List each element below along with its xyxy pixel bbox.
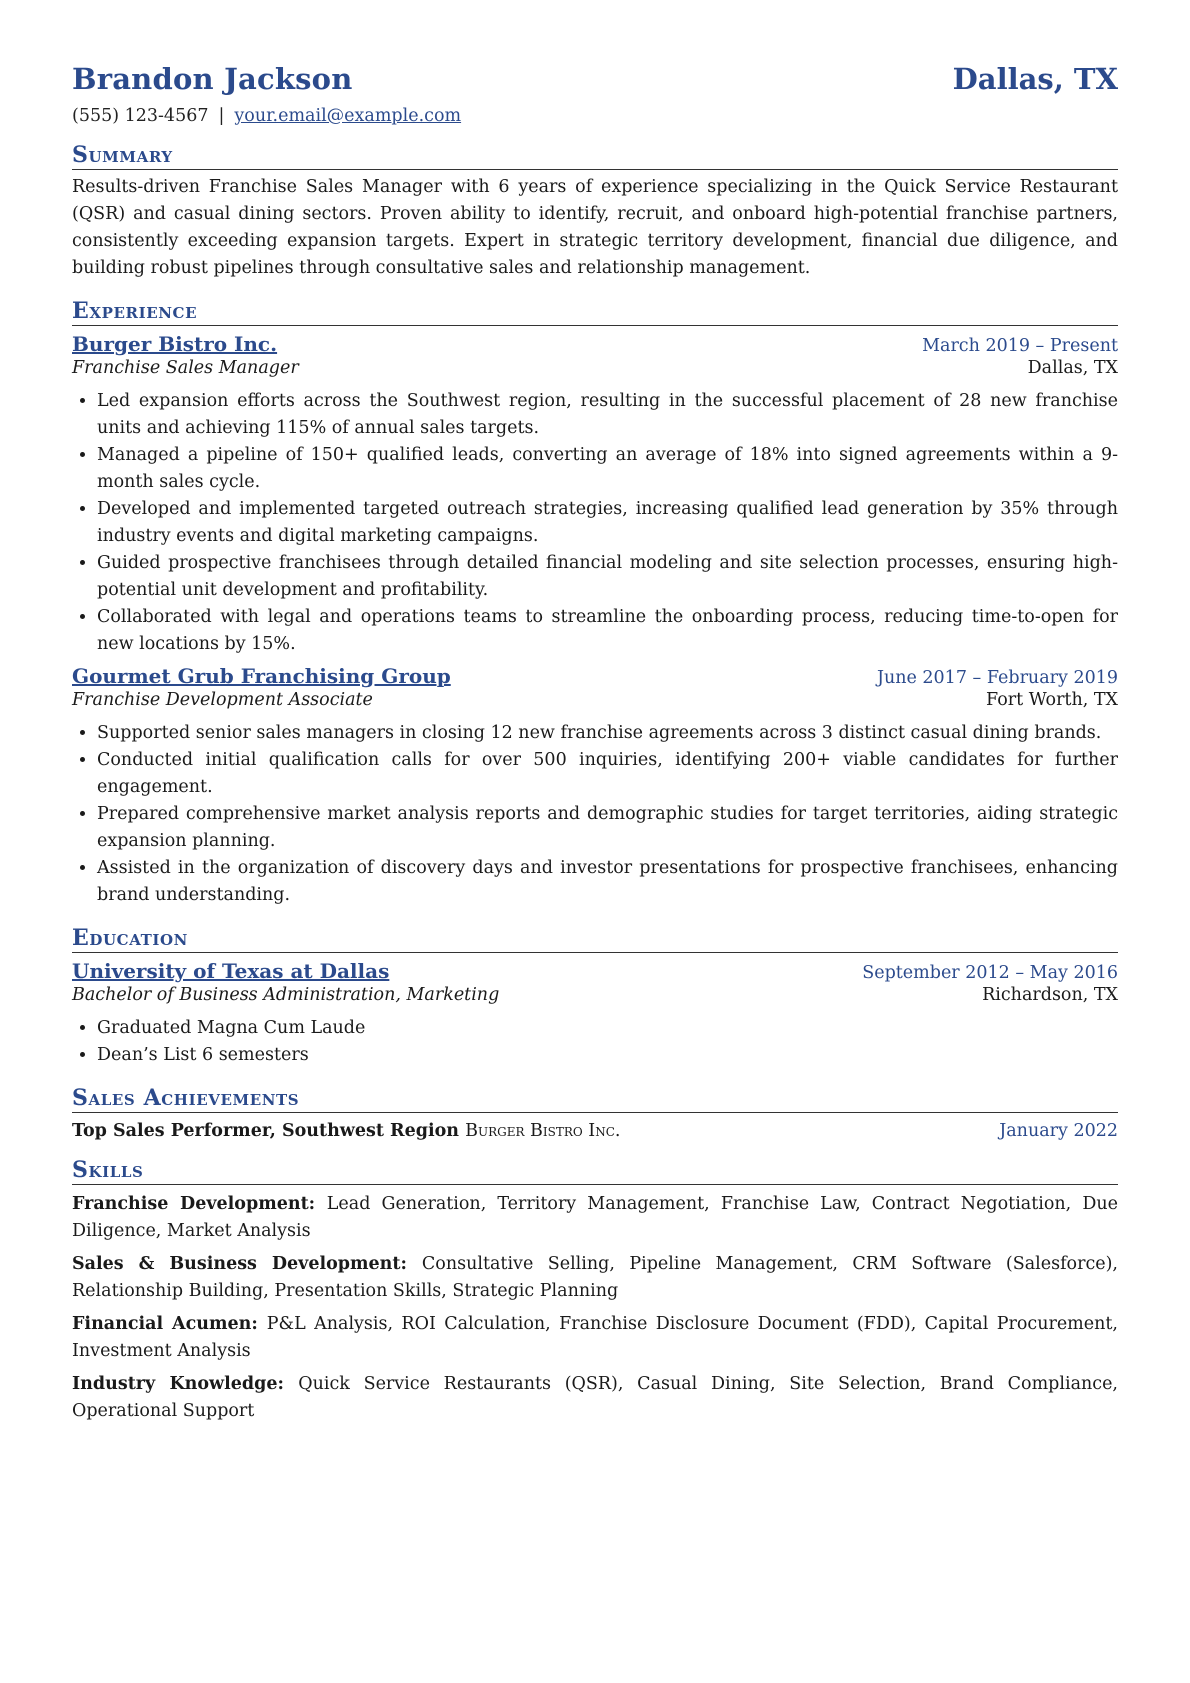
- summary-heading: Summary: [72, 142, 1118, 170]
- job-dates: March 2019 – Present: [922, 336, 1118, 356]
- experience-heading: Experience: [72, 298, 1118, 326]
- education-bullets: [72, 1015, 1118, 1069]
- job-title: Franchise Development Associate: [72, 690, 373, 710]
- education-dates: September 2012 – May 2016: [862, 963, 1118, 983]
- school-location: Richardson, TX: [982, 985, 1118, 1005]
- job-location: Dallas, TX: [1027, 358, 1118, 378]
- degree: Bachelor of Business Administration, Marketing: [72, 985, 500, 1005]
- skill-group: [72, 1191, 1118, 1245]
- bullet-item: • Guided prospective franchisees through detailed financial modeling and site selection processes, ensuring high-potential unit development and profitability.: [97, 550, 1118, 604]
- contact-line: [72, 106, 1118, 126]
- skills-heading: Skills: [72, 1157, 1118, 1185]
- achievement-row: [72, 1121, 1118, 1141]
- job-dates: June 2017 – February 2019: [876, 668, 1118, 688]
- skill-items: Lead Generation, Territory Management, Franchise Law, Contract Negotiation, Due Diligence, Market Analysis: [72, 1194, 1118, 1241]
- phone-number: (555) 123-4567: [72, 106, 209, 126]
- achievements-section: [72, 1085, 1118, 1141]
- skill-items: P&L Analysis, ROI Calculation, Franchise Disclosure Document (FDD), Capital Procurement, Investment Analysis: [72, 1314, 1118, 1361]
- company-name[interactable]: Burger Bistro Inc.: [72, 332, 278, 356]
- education-heading: Education: [72, 925, 1118, 953]
- skill-group: [72, 1371, 1118, 1425]
- skill-group: [72, 1311, 1118, 1365]
- bullet-item: • Conducted initial qualification calls for over 500 inquiries, identifying 200+ viable candidates for further engagement.: [97, 747, 1118, 801]
- candidate-location: Dallas, TX: [952, 62, 1118, 96]
- skill-label: Industry Knowledge:: [72, 1374, 299, 1394]
- skills-section: [72, 1157, 1118, 1425]
- bullet-item: • Graduated Magna Cum Laude: [97, 1015, 1118, 1042]
- job-bullets: [72, 388, 1118, 658]
- achievement-org: Burger Bistro Inc.: [465, 1121, 621, 1141]
- achievement-title: Top Sales Performer, Southwest Region: [72, 1121, 466, 1141]
- resume-header: [72, 62, 1118, 96]
- job-bullets: [72, 720, 1118, 909]
- skill-items: Consultative Selling, Pipeline Management, CRM Software (Salesforce), Relationship Building, Presentation Skills, Strategic Planning: [72, 1254, 1118, 1301]
- candidate-name: Brandon Jackson: [72, 62, 353, 96]
- bullet-item: • Supported senior sales managers in closing 12 new franchise agreements across 3 distinct casual dining brands.: [97, 720, 1118, 747]
- company-name[interactable]: Gourmet Grub Franchising Group: [72, 664, 451, 688]
- skill-label: Sales & Business Development:: [72, 1254, 422, 1274]
- school-name[interactable]: University of Texas at Dallas: [72, 959, 390, 983]
- summary-text: Results-driven Franchise Sales Manager with 6 years of experience specializing in the Quick Service Restaurant (QSR) and casual dining sectors. Proven ability to identify, recruit, and onboard high-potential franchise partners, consistently exceeding expansion targets. Expert in strategic territory development, financial due diligence, and building robust pipelines through consultative sales and relationship management.: [72, 177, 1118, 278]
- email-link[interactable]: your.email@example.com: [234, 106, 462, 126]
- summary-section: [72, 142, 1118, 282]
- job-location: Fort Worth, TX: [986, 690, 1118, 710]
- skill-group: [72, 1251, 1118, 1305]
- skill-label: Franchise Development:: [72, 1194, 327, 1214]
- job-entry: [72, 664, 1118, 909]
- bullet-item: • Led expansion efforts across the Southwest region, resulting in the successful placement of 28 new franchise units and achieving 115% of annual sales targets.: [97, 388, 1118, 442]
- job-entry: [72, 332, 1118, 658]
- bullet-item: • Developed and implemented targeted outreach strategies, increasing qualified lead generation by 35% through industry events and digital marketing campaigns.: [97, 496, 1118, 550]
- bullet-item: • Managed a pipeline of 150+ qualified leads, converting an average of 18% into signed agreements within a 9-month sales cycle.: [97, 442, 1118, 496]
- job-title: Franchise Sales Manager: [72, 358, 299, 378]
- skill-items: Quick Service Restaurants (QSR), Casual Dining, Site Selection, Brand Compliance, Operational Support: [72, 1374, 1118, 1421]
- bullet-item: • Collaborated with legal and operations teams to streamline the onboarding process, reducing time-to-open for new locations by 15%.: [97, 604, 1118, 658]
- achievements-heading: Sales Achievements: [72, 1085, 1118, 1113]
- achievement-date: January 2022: [999, 1121, 1118, 1141]
- experience-section: [72, 298, 1118, 909]
- bullet-item: • Assisted in the organization of discovery days and investor presentations for prospective franchisees, enhancing brand understanding.: [97, 855, 1118, 909]
- bullet-item: • Prepared comprehensive market analysis reports and demographic studies for target territories, aiding strategic expansion planning.: [97, 801, 1118, 855]
- skill-label: Financial Acumen:: [72, 1314, 267, 1334]
- contact-separator: |: [218, 106, 225, 126]
- bullet-item: • Dean’s List 6 semesters: [97, 1042, 1118, 1069]
- education-section: [72, 925, 1118, 1069]
